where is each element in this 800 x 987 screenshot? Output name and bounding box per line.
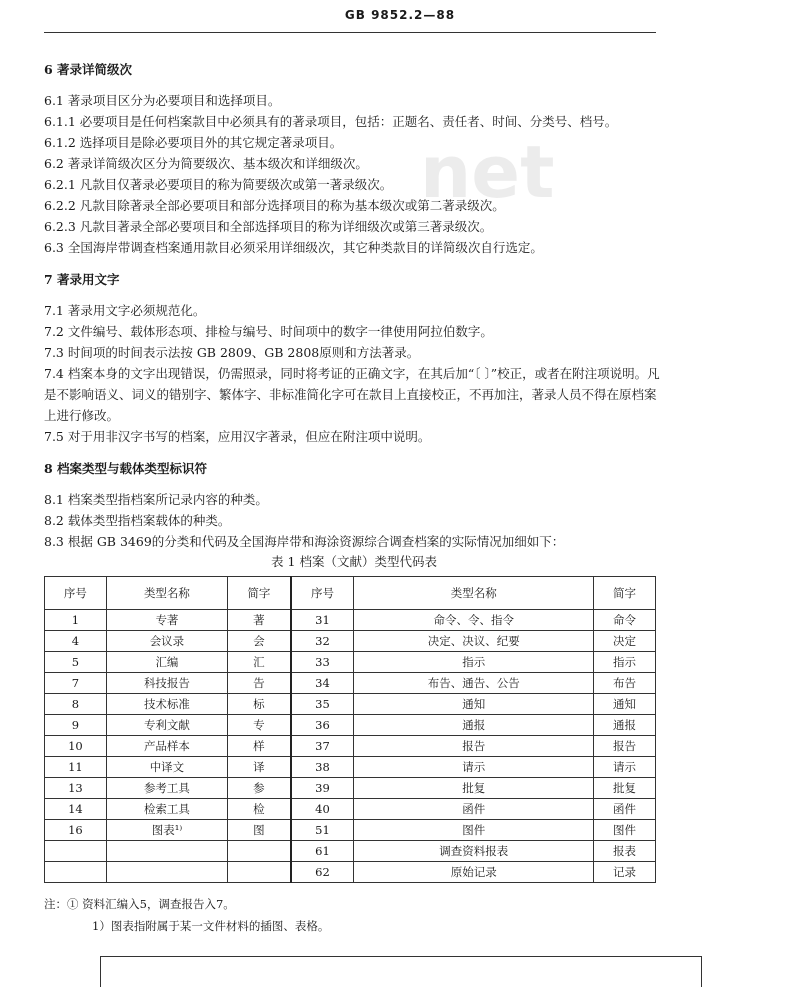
cell-no-left	[45, 841, 107, 862]
document-body	[44, 60, 664, 937]
cell-abbr-left: 检	[228, 799, 291, 820]
section-6-body	[44, 90, 664, 258]
table-caption: 表 1 档案（文献）类型代码表	[271, 554, 437, 569]
cell-name-right: 指示	[354, 652, 594, 673]
para-6-3: 6.3 全国海岸带调查档案通用款目必须采用详细级次，其它种类款目的详简级次自行选定。	[44, 240, 543, 255]
cell-name-left: 图表¹⁾	[106, 820, 227, 841]
para-6-2-1: 6.2.1 凡款目仅著录必要项目的称为简要级次或第一著录级次。	[44, 177, 393, 192]
para-6-1-2: 6.1.2 选择项目是除必要项目外的其它规定著录项目。	[44, 135, 343, 150]
table-row	[45, 631, 656, 652]
cell-no-right: 35	[291, 694, 354, 715]
cell-no-left: 8	[45, 694, 107, 715]
table-row	[45, 841, 656, 862]
table-row	[45, 820, 656, 841]
table-row	[45, 715, 656, 736]
cell-abbr-left: 告	[228, 673, 291, 694]
cell-abbr-right: 通知	[594, 694, 656, 715]
cell-name-right: 通知	[354, 694, 594, 715]
cell-no-left: 5	[45, 652, 107, 673]
cell-no-right: 37	[291, 736, 354, 757]
cell-no-right: 40	[291, 799, 354, 820]
cell-no-left: 13	[45, 778, 107, 799]
cell-abbr-right: 函件	[594, 799, 656, 820]
para-8-1: 8.1 档案类型指档案所记录内容的种类。	[44, 492, 268, 507]
cell-name-left	[106, 862, 227, 883]
cell-no-right: 31	[291, 610, 354, 631]
para-7-5: 7.5 对于用非汉字书写的档案，应用汉字著录，但应在附注项中说明。	[44, 429, 431, 444]
cell-name-left: 参考工具	[106, 778, 227, 799]
cell-name-left	[106, 841, 227, 862]
para-6-2-2: 6.2.2 凡款目除著录全部必要项目和部分选择项目的称为基本级次或第二著录级次。	[44, 198, 505, 213]
cell-abbr-right: 报表	[594, 841, 656, 862]
table-body	[45, 610, 656, 883]
para-8-3: 8.3 根据 GB 3469的分类和代码及全国海岸带和海涂资源综合调查档案的实际情况加细如下：	[44, 534, 565, 549]
table-row	[45, 757, 656, 778]
cell-no-right: 61	[291, 841, 354, 862]
cell-abbr-left: 样	[228, 736, 291, 757]
table-notes	[44, 893, 664, 937]
cell-name-left: 技术标准	[106, 694, 227, 715]
section-8-title: 8 档案类型与载体类型标识符	[44, 461, 208, 476]
cell-name-left: 汇编	[106, 652, 227, 673]
cell-no-left: 9	[45, 715, 107, 736]
cell-abbr-right: 布告	[594, 673, 656, 694]
page-header: GB 9852.2—88	[344, 8, 456, 22]
note-1: 注：① 资料汇编入5，调查报告入7。	[44, 897, 235, 911]
para-8-2: 8.2 载体类型指档案载体的种类。	[44, 513, 231, 528]
cell-no-right: 51	[291, 820, 354, 841]
cell-abbr-left: 会	[228, 631, 291, 652]
note-2: 1）图表指附属于某一文件材料的插图、表格。	[92, 919, 330, 933]
cell-no-right: 38	[291, 757, 354, 778]
cell-no-right: 33	[291, 652, 354, 673]
cell-name-right: 通报	[354, 715, 594, 736]
section-8-body	[44, 489, 664, 552]
cell-name-right: 报告	[354, 736, 594, 757]
col-header-abbr-left: 简字	[228, 577, 291, 610]
col-header-abbr-right: 简字	[594, 577, 656, 610]
table-row	[45, 799, 656, 820]
section-7-body	[44, 300, 664, 447]
section-6-title: 6 著录详简级次	[44, 62, 133, 77]
cell-abbr-right: 批复	[594, 778, 656, 799]
cell-name-left: 专著	[106, 610, 227, 631]
cell-no-left: 7	[45, 673, 107, 694]
cell-no-left: 16	[45, 820, 107, 841]
para-7-4: 7.4 档案本身的文字出现错误，仍需照录，同时将考证的正确文字，在其后加“〔 〕”校正，或者在附注项说明。凡是不影响语义、词义的错别字、繁体字、非标准简化字可在款目上直接校正，不再加注，著录人员不得在原档案上进行修改。	[44, 366, 660, 423]
cell-no-right: 32	[291, 631, 354, 652]
table-row	[45, 862, 656, 883]
cell-no-left: 10	[45, 736, 107, 757]
cell-abbr-left: 图	[228, 820, 291, 841]
cell-no-left	[45, 862, 107, 883]
watermark: net	[420, 130, 555, 214]
cell-name-left: 检索工具	[106, 799, 227, 820]
cell-abbr-left	[228, 841, 291, 862]
cell-name-left: 会议录	[106, 631, 227, 652]
cell-name-right: 批复	[354, 778, 594, 799]
cell-name-right: 命令、令、指令	[354, 610, 594, 631]
table-row	[45, 694, 656, 715]
cell-name-right: 布告、通告、公告	[354, 673, 594, 694]
table-row	[45, 778, 656, 799]
cell-no-left: 11	[45, 757, 107, 778]
cell-name-right: 请示	[354, 757, 594, 778]
cell-name-left: 产品样本	[106, 736, 227, 757]
para-7-2: 7.2 文件编号、载体形态项、排检与编号、时间项中的数字一律使用阿拉伯数字。	[44, 324, 493, 339]
cell-no-left: 1	[45, 610, 107, 631]
cell-name-left: 中译文	[106, 757, 227, 778]
cell-abbr-right: 指示	[594, 652, 656, 673]
table-row	[45, 673, 656, 694]
type-code-table	[44, 576, 656, 883]
para-6-1: 6.1 著录项目区分为必要项目和选择项目。	[44, 93, 281, 108]
cell-abbr-left: 著	[228, 610, 291, 631]
col-header-name-right: 类型名称	[354, 577, 594, 610]
cell-no-right: 39	[291, 778, 354, 799]
cell-name-left: 专利文献	[106, 715, 227, 736]
header-rule	[44, 32, 656, 33]
cell-no-right: 34	[291, 673, 354, 694]
cell-no-right: 62	[291, 862, 354, 883]
table-row	[45, 736, 656, 757]
col-header-no-right: 序号	[291, 577, 354, 610]
cell-name-right: 原始记录	[354, 862, 594, 883]
col-header-name-left: 类型名称	[106, 577, 227, 610]
cell-abbr-left: 汇	[228, 652, 291, 673]
cell-abbr-right: 通报	[594, 715, 656, 736]
cell-abbr-right: 命令	[594, 610, 656, 631]
table-row	[45, 610, 656, 631]
cell-no-left: 14	[45, 799, 107, 820]
cell-abbr-left: 专	[228, 715, 291, 736]
cell-no-right: 36	[291, 715, 354, 736]
cell-abbr-right: 决定	[594, 631, 656, 652]
para-6-2-3: 6.2.3 凡款目著录全部必要项目和全部选择项目的称为详细级次或第三著录级次。	[44, 219, 493, 234]
para-6-1-1: 6.1.1 必要项目是任何档案款目中必须具有的著录项目，包括：正题名、责任者、时间、分类号、档号。	[44, 114, 618, 129]
cell-name-right: 决定、决议、纪要	[354, 631, 594, 652]
cell-abbr-left: 译	[228, 757, 291, 778]
cell-name-right: 调查资料报表	[354, 841, 594, 862]
cell-abbr-left: 参	[228, 778, 291, 799]
cell-abbr-left: 标	[228, 694, 291, 715]
table-header-row	[45, 577, 656, 610]
cell-name-left: 科技报告	[106, 673, 227, 694]
cell-no-left: 4	[45, 631, 107, 652]
cell-abbr-right: 记录	[594, 862, 656, 883]
col-header-no-left: 序号	[45, 577, 107, 610]
cell-abbr-right: 图件	[594, 820, 656, 841]
cell-abbr-right: 请示	[594, 757, 656, 778]
table-row	[45, 652, 656, 673]
cell-name-right: 函件	[354, 799, 594, 820]
cell-name-right: 图件	[354, 820, 594, 841]
para-7-3: 7.3 时间项的时间表示法按 GB 2809、GB 2808原则和方法著录。	[44, 345, 420, 360]
cell-abbr-left	[228, 862, 291, 883]
section-7-title: 7 著录用文字	[44, 272, 120, 287]
para-7-1: 7.1 著录用文字必须规范化。	[44, 303, 206, 318]
cell-abbr-right: 报告	[594, 736, 656, 757]
bottom-table-edge	[100, 956, 702, 987]
para-6-2: 6.2 著录详简级次区分为简要级次、基本级次和详细级次。	[44, 156, 368, 171]
